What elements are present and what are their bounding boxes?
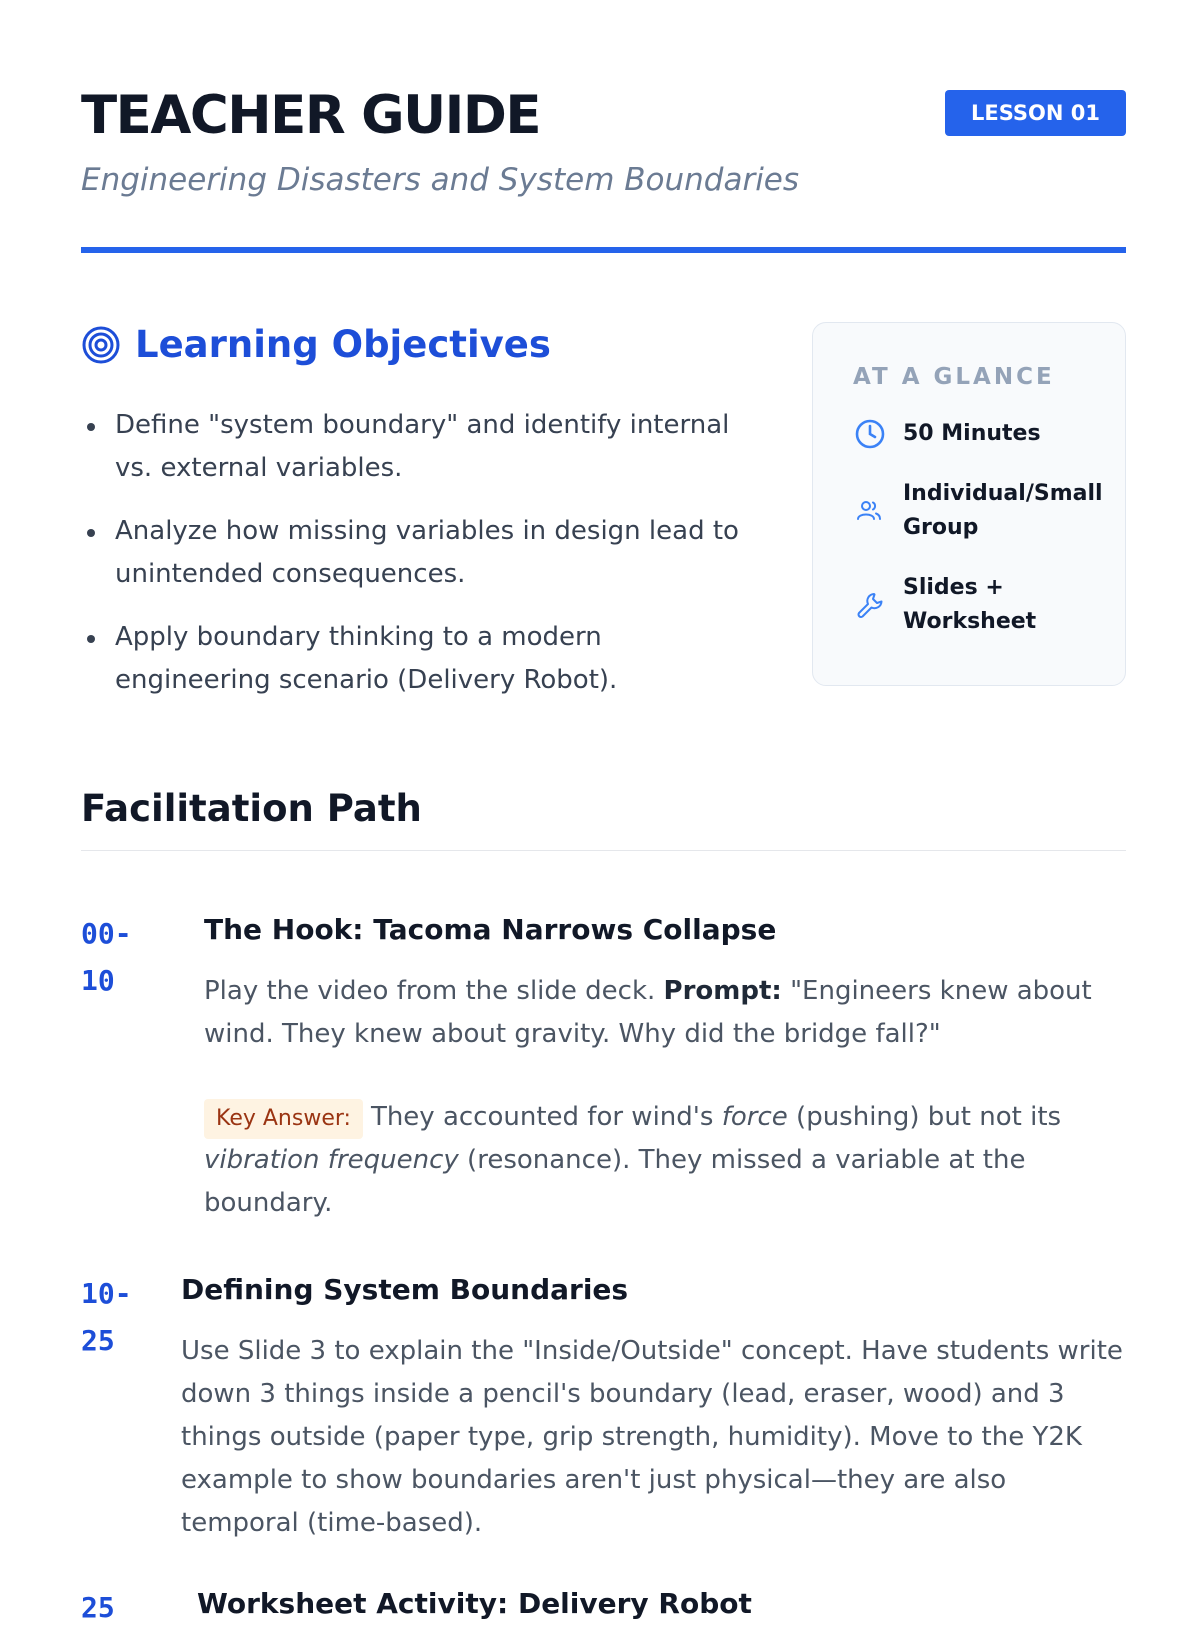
objectives-heading [81, 322, 761, 368]
step-text: Use Slide 3 to explain the "Inside/Outside" concept. Have students write down 3 things inside a pencil's boundary (lead, eraser, wood) and 3 things outside (paper type, grip strength, humidity). Move to the Y2K example to show boundaries aren't just physical—they are also temporal (time-based). [181, 1336, 1123, 1538]
page-subtitle: Engineering Disasters and System Boundaries [81, 162, 800, 198]
step-body [204, 910, 1126, 1225]
prompt-label: Prompt: [663, 976, 782, 1006]
glance-title: AT A GLANCE [853, 364, 1055, 390]
objectives-heading-text: Learning Objectives [135, 323, 551, 366]
step-time: 10-25 [81, 1277, 132, 1357]
glance-duration [853, 417, 1085, 451]
key-answer-badge: Key Answer: [204, 1099, 363, 1139]
page-header [81, 86, 1126, 200]
step-body [181, 1270, 1126, 1545]
target-icon [81, 325, 121, 365]
grouping-text: Individual/Small Group [903, 481, 1103, 540]
list-item: Analyze how missing variables in design lead to unintended consequences. [81, 510, 761, 596]
materials-text: Slides + Worksheet [903, 575, 1037, 634]
facilitation-heading: Facilitation Path [81, 787, 422, 830]
step-title: Worksheet Activity: Delivery Robot [197, 1587, 752, 1620]
glance-materials [853, 571, 1085, 639]
glance-grouping [853, 477, 1103, 545]
list-item: Apply boundary thinking to a modern engineering scenario (Delivery Robot). [81, 616, 761, 702]
objectives-list [81, 404, 761, 702]
list-item: Define "system boundary" and identify internal vs. external variables. [81, 404, 761, 490]
page-title: TEACHER GUIDE [81, 85, 541, 146]
facilitation-divider [81, 850, 1126, 851]
step-title: The Hook: Tacoma Narrows Collapse [204, 913, 777, 946]
step-time: 00-10 [81, 917, 132, 997]
wrench-icon [853, 588, 887, 622]
users-icon [853, 494, 887, 528]
step-title: Defining System Boundaries [181, 1273, 629, 1306]
step-body [197, 1584, 1126, 1624]
learning-objectives-section [81, 322, 761, 722]
key-answer-text: Key Answer: They accounted for wind's force (pushing) but not its vibration frequency (resonance). They missed a variable at the boundary. [204, 1096, 1126, 1225]
clock-icon [853, 417, 887, 451]
lesson-badge: LESSON 01 [945, 90, 1126, 136]
at-a-glance-card [812, 322, 1126, 686]
step-text: Play the video from the slide deck. Prompt: "Engineers knew about wind. They knew about gravity. Why did the bridge fall?" [204, 976, 1092, 1049]
step-time: 25 [81, 1591, 115, 1624]
header-divider [81, 247, 1126, 253]
duration-text: 50 Minutes [903, 421, 1041, 446]
